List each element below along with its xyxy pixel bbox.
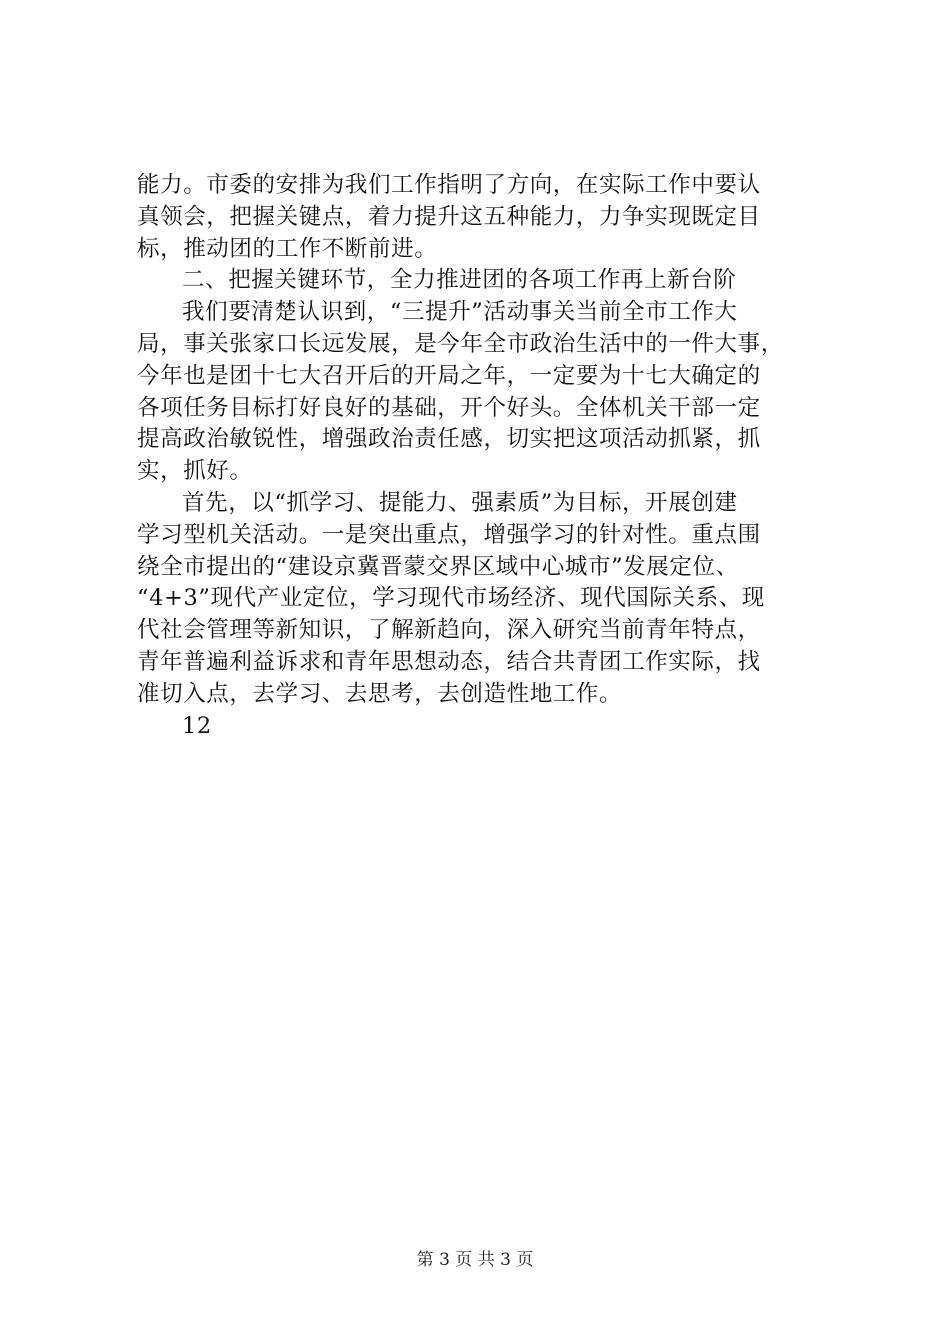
text-line: 绕全市提出的“建设京冀晋蒙交界区域中心城市”发展定位、: [137, 553, 739, 580]
text-line: 代社会管理等新知识，了解新趋向，深入研究当前青年特点，: [137, 617, 761, 644]
text-line: 实，抓好。: [137, 458, 253, 485]
page-footer: 第 3 页 共 3 页: [416, 1250, 534, 1270]
text-line: 准切入点，去学习、去思考，去创造性地工作。: [137, 680, 623, 707]
text-line: 首先，以“抓学习、提能力、强素质”为目标，开展创建: [182, 489, 738, 516]
text-line: “4+3”现代产业定位，学习现代市场经济、现代国际关系、现: [137, 585, 765, 612]
text-line: 各项任务目标打好良好的基础，开个好头。全体机关干部一定: [137, 394, 761, 421]
text-line: 标，推动团的工作不断前进。: [137, 235, 438, 262]
text-line: 学习型机关活动。一是突出重点，增强学习的针对性。重点围: [137, 521, 761, 548]
text-line: 我们要清楚认识到，“三提升”活动事关当前全市工作大: [182, 299, 738, 326]
text-line: 能力。市委的安排为我们工作指明了方向，在实际工作中要认: [137, 172, 761, 198]
text-line: 青年普遍利益诉求和青年思想动态，结合共青团工作实际，找: [137, 648, 761, 675]
text-line: 12: [182, 712, 212, 739]
text-line: 今年也是团十七大召开后的开局之年，一定要为十七大确定的: [137, 362, 761, 389]
document-body: [137, 170, 837, 742]
text-line: 二、把握关键环节，全力推进团的各项工作再上新台阶: [182, 267, 737, 294]
text-line: 真领会，把握关键点，着力提升这五种能力，力争实现既定目: [137, 203, 761, 230]
text-line: 局，事关张家口长远发展，是今年全市政治生活中的一件大事，: [137, 330, 784, 357]
text-line: 提高政治敏锐性，增强政治责任感，切实把这项活动抓紧，抓: [137, 426, 761, 453]
